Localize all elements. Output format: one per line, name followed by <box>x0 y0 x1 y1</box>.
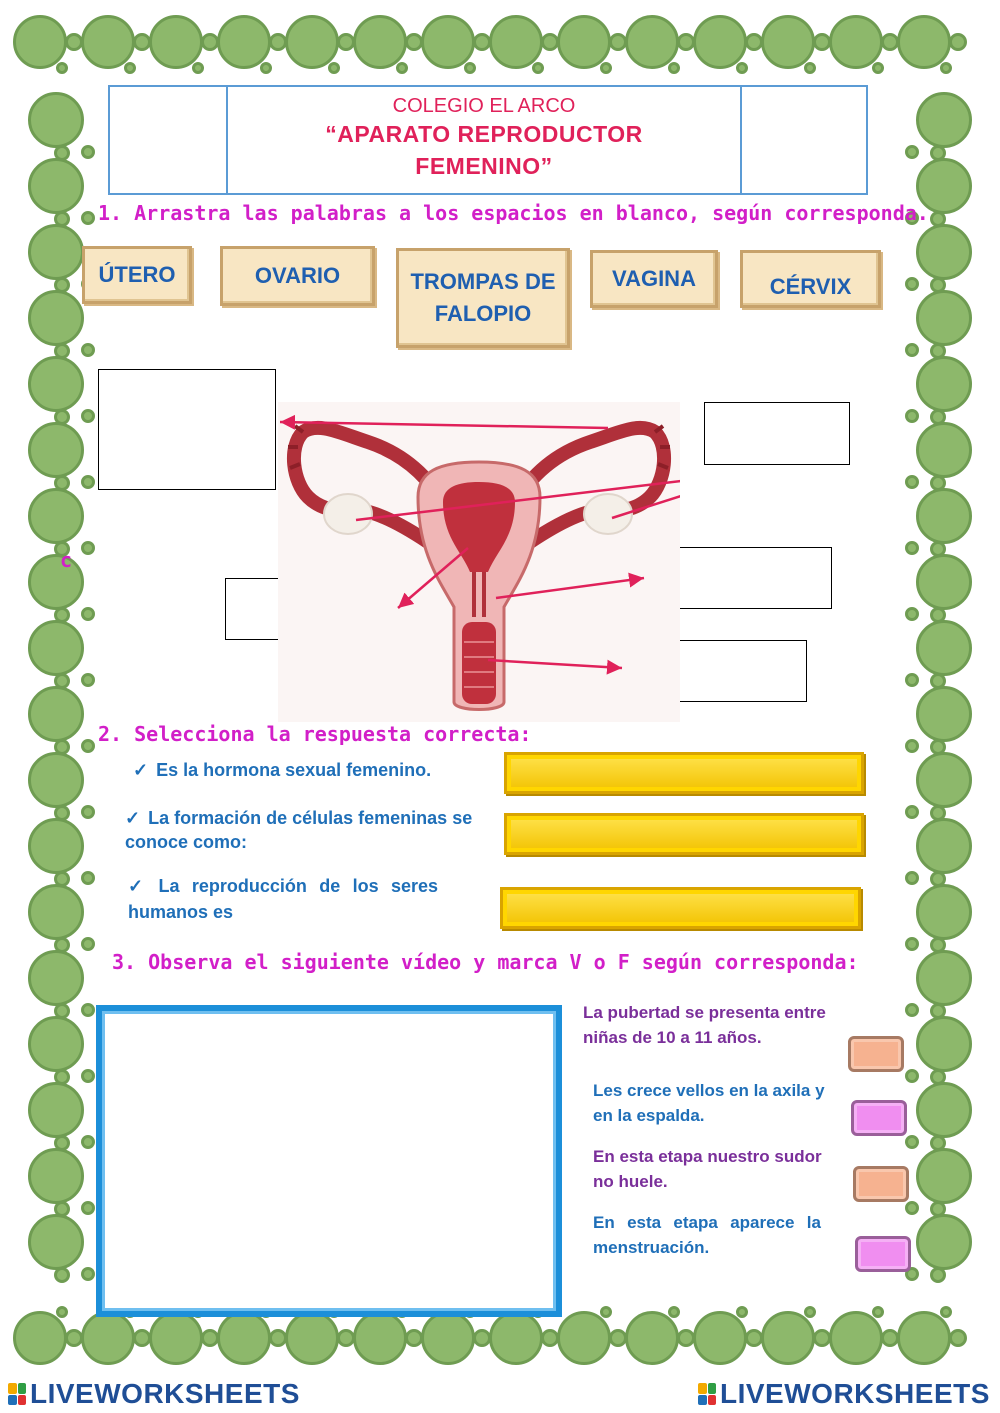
decorative-dot <box>28 818 84 874</box>
decorative-dot <box>489 15 543 69</box>
decorative-dot <box>217 15 271 69</box>
decorative-dot <box>897 1311 951 1365</box>
decorative-dot <box>872 62 884 74</box>
decorative-dot <box>916 752 972 808</box>
answer-select-3[interactable] <box>500 887 861 929</box>
decorative-dot <box>421 15 475 69</box>
decorative-dot <box>916 1214 972 1270</box>
decorative-dot <box>81 475 95 489</box>
brand-name: LIVEWORKSHEETS <box>720 1378 990 1409</box>
drop-zone-1[interactable] <box>98 369 276 490</box>
decorative-dot <box>56 1306 68 1318</box>
decorative-dot <box>693 15 747 69</box>
vf-input-1[interactable] <box>848 1036 904 1072</box>
question-3-instruction: 3. Observa el siguiente vídeo y marca V o F según corresponda: <box>112 950 859 974</box>
decorative-dot <box>940 62 952 74</box>
header-table <box>108 85 868 195</box>
decorative-dot <box>81 1135 95 1149</box>
decorative-dot <box>13 1311 67 1365</box>
decorative-dot <box>124 62 136 74</box>
stray-character: c <box>60 548 73 572</box>
decorative-dot <box>28 290 84 346</box>
decorative-dot <box>81 1003 95 1017</box>
word-chip-trompas-de-falopio[interactable]: TROMPAS DE FALOPIO <box>396 248 570 348</box>
decorative-dot <box>28 1214 84 1270</box>
decorative-dot <box>905 673 919 687</box>
question-1-instruction: 1. Arrastra las palabras a los espacios en blanco, según corresponda. <box>98 201 929 225</box>
decorative-dot <box>916 92 972 148</box>
left-ovary <box>324 494 372 534</box>
decorative-dot <box>28 356 84 412</box>
answer-select-2[interactable] <box>504 813 864 855</box>
decorative-dot <box>217 1311 271 1365</box>
decorative-dot <box>149 15 203 69</box>
decorative-dot <box>916 950 972 1006</box>
decorative-dot <box>28 686 84 742</box>
decorative-dot <box>761 1311 815 1365</box>
decorative-dot <box>28 158 84 214</box>
school-name: COLEGIO EL ARCO <box>392 95 576 117</box>
header-right-cell <box>740 87 866 193</box>
decorative-dot <box>260 62 272 74</box>
decorative-dot <box>28 1082 84 1138</box>
worksheet-title-line2: FEMENINO” <box>415 153 553 179</box>
decorative-dot <box>81 211 95 225</box>
decorative-dot <box>905 343 919 357</box>
decorative-dot <box>905 145 919 159</box>
decorative-dot <box>916 488 972 544</box>
decorative-dot <box>905 739 919 753</box>
decorative-dot <box>28 92 84 148</box>
decorative-dot <box>81 805 95 819</box>
decorative-dot <box>872 1306 884 1318</box>
decorative-dot <box>600 1306 612 1318</box>
decorative-dot <box>81 145 95 159</box>
header-left-cell <box>110 87 228 193</box>
decorative-dot <box>81 871 95 885</box>
decorative-dot <box>421 1311 475 1365</box>
checkmark-icon: ✓ <box>125 808 141 828</box>
decorative-dot <box>905 541 919 555</box>
decorative-dot <box>28 620 84 676</box>
decorative-dot <box>905 1201 919 1215</box>
decorative-dot <box>905 937 919 951</box>
decorative-dot <box>600 62 612 74</box>
decorative-dot <box>905 607 919 621</box>
word-chip-vagina[interactable]: VAGINA <box>590 250 718 308</box>
vf-input-3[interactable] <box>853 1166 909 1202</box>
q2-item-3 <box>128 873 438 925</box>
liveworksheets-logo-icon <box>698 1383 716 1405</box>
decorative-dot <box>905 871 919 885</box>
decorative-dot <box>804 1306 816 1318</box>
decorative-dot <box>81 1267 95 1281</box>
statement-2: Les crece vellos en la axila y en la espalda. <box>593 1081 825 1125</box>
decorative-dot <box>625 15 679 69</box>
decorative-dot <box>81 673 95 687</box>
decorative-dot <box>464 62 476 74</box>
decorative-dot <box>916 1082 972 1138</box>
decorative-dot <box>353 15 407 69</box>
decorative-dot <box>916 620 972 676</box>
decorative-dot <box>28 488 84 544</box>
decorative-dot <box>28 752 84 808</box>
decorative-dot <box>905 805 919 819</box>
statement-4: En esta etapa aparece la menstruación. <box>593 1213 821 1257</box>
brand-name: LIVEWORKSHEETS <box>30 1378 300 1409</box>
decorative-dot <box>81 15 135 69</box>
decorative-dot <box>557 15 611 69</box>
decorative-dot <box>285 1311 339 1365</box>
decorative-dot <box>13 15 67 69</box>
decorative-dot <box>916 818 972 874</box>
decorative-dot <box>28 554 84 610</box>
decorative-dot <box>81 343 95 357</box>
vf-input-4[interactable] <box>855 1236 911 1272</box>
decorative-dot <box>949 33 967 51</box>
header-title-cell <box>228 87 740 193</box>
word-chip-cervix[interactable]: CÉRVIX <box>740 250 881 308</box>
decorative-dot <box>916 290 972 346</box>
video-player[interactable] <box>96 1005 562 1317</box>
word-chip-utero[interactable]: ÚTERO <box>82 246 192 304</box>
decorative-dot <box>940 1306 952 1318</box>
decorative-dot <box>916 224 972 280</box>
decorative-dot <box>905 277 919 291</box>
q2-item-1-text: Es la hormona sexual femenino. <box>156 760 432 780</box>
decorative-dot <box>905 475 919 489</box>
decorative-dot <box>905 1069 919 1083</box>
decorative-dot <box>736 62 748 74</box>
decorative-dot <box>905 1003 919 1017</box>
decorative-dot <box>81 541 95 555</box>
uterus-diagram <box>278 402 680 722</box>
decorative-dot <box>81 1069 95 1083</box>
decorative-dot <box>28 422 84 478</box>
decorative-dot <box>761 15 815 69</box>
decorative-dot <box>897 15 951 69</box>
decorative-dot <box>81 739 95 753</box>
decorative-dot <box>557 1311 611 1365</box>
vaginal-canal <box>462 622 496 704</box>
decorative-dot <box>28 1016 84 1072</box>
vf-input-2[interactable] <box>851 1100 907 1136</box>
decorative-dot <box>328 62 340 74</box>
decorative-dot <box>56 62 68 74</box>
decorative-dot <box>949 1329 967 1347</box>
decorative-dot <box>192 62 204 74</box>
decorative-dot <box>28 950 84 1006</box>
word-chip-ovario[interactable]: OVARIO <box>220 246 375 306</box>
decorative-dot <box>28 1148 84 1204</box>
q2-item-1 <box>133 760 431 781</box>
decorative-dot <box>54 1267 70 1283</box>
decorative-dot <box>353 1311 407 1365</box>
drop-zone-4[interactable] <box>661 547 832 609</box>
decorative-dot <box>149 1311 203 1365</box>
q2-item-3-text: La reproducción de los seres humanos es <box>128 876 438 922</box>
decorative-dot <box>668 1306 680 1318</box>
decorative-dot <box>28 884 84 940</box>
decorative-dot <box>285 15 339 69</box>
decorative-dot <box>28 224 84 280</box>
answer-select-1[interactable] <box>504 752 864 794</box>
decorative-dot <box>81 1201 95 1215</box>
decorative-dot <box>81 607 95 621</box>
decorative-dot <box>804 62 816 74</box>
decorative-dot <box>693 1311 747 1365</box>
decorative-dot <box>930 1267 946 1283</box>
footer-logo-left <box>8 1378 300 1410</box>
checkmark-icon: ✓ <box>128 876 151 896</box>
decorative-dot <box>829 15 883 69</box>
decorative-dot <box>905 409 919 423</box>
decorative-dot <box>81 1311 135 1365</box>
decorative-dot <box>81 937 95 951</box>
question-2-instruction: 2. Selecciona la respuesta correcta: <box>98 722 532 746</box>
decorative-dot <box>916 686 972 742</box>
decorative-dot <box>489 1311 543 1365</box>
decorative-dot <box>916 554 972 610</box>
drop-zone-2[interactable] <box>704 402 850 465</box>
statement-1: La pubertad se presenta entre niñas de 10 a 11 años. <box>583 1003 826 1047</box>
q2-item-2-text: La formación de células femeninas se conoce como: <box>125 808 473 852</box>
decorative-dot <box>829 1311 883 1365</box>
footer-logo-right <box>698 1378 990 1410</box>
decorative-dot <box>81 409 95 423</box>
worksheet-title-line1: “APARATO REPRODUCTOR <box>325 121 643 147</box>
checkmark-icon: ✓ <box>133 760 149 780</box>
decorative-dot <box>905 1135 919 1149</box>
decorative-dot <box>916 1016 972 1072</box>
decorative-dot <box>668 62 680 74</box>
decorative-dot <box>625 1311 679 1365</box>
decorative-dot <box>532 62 544 74</box>
q2-item-2 <box>125 806 500 854</box>
decorative-dot <box>916 356 972 412</box>
decorative-dot <box>916 884 972 940</box>
decorative-dot <box>916 422 972 478</box>
decorative-dot <box>916 1148 972 1204</box>
liveworksheets-logo-icon <box>8 1383 26 1405</box>
decorative-dot <box>396 62 408 74</box>
statement-3: En esta etapa nuestro sudor no huele. <box>593 1147 822 1191</box>
decorative-dot <box>736 1306 748 1318</box>
